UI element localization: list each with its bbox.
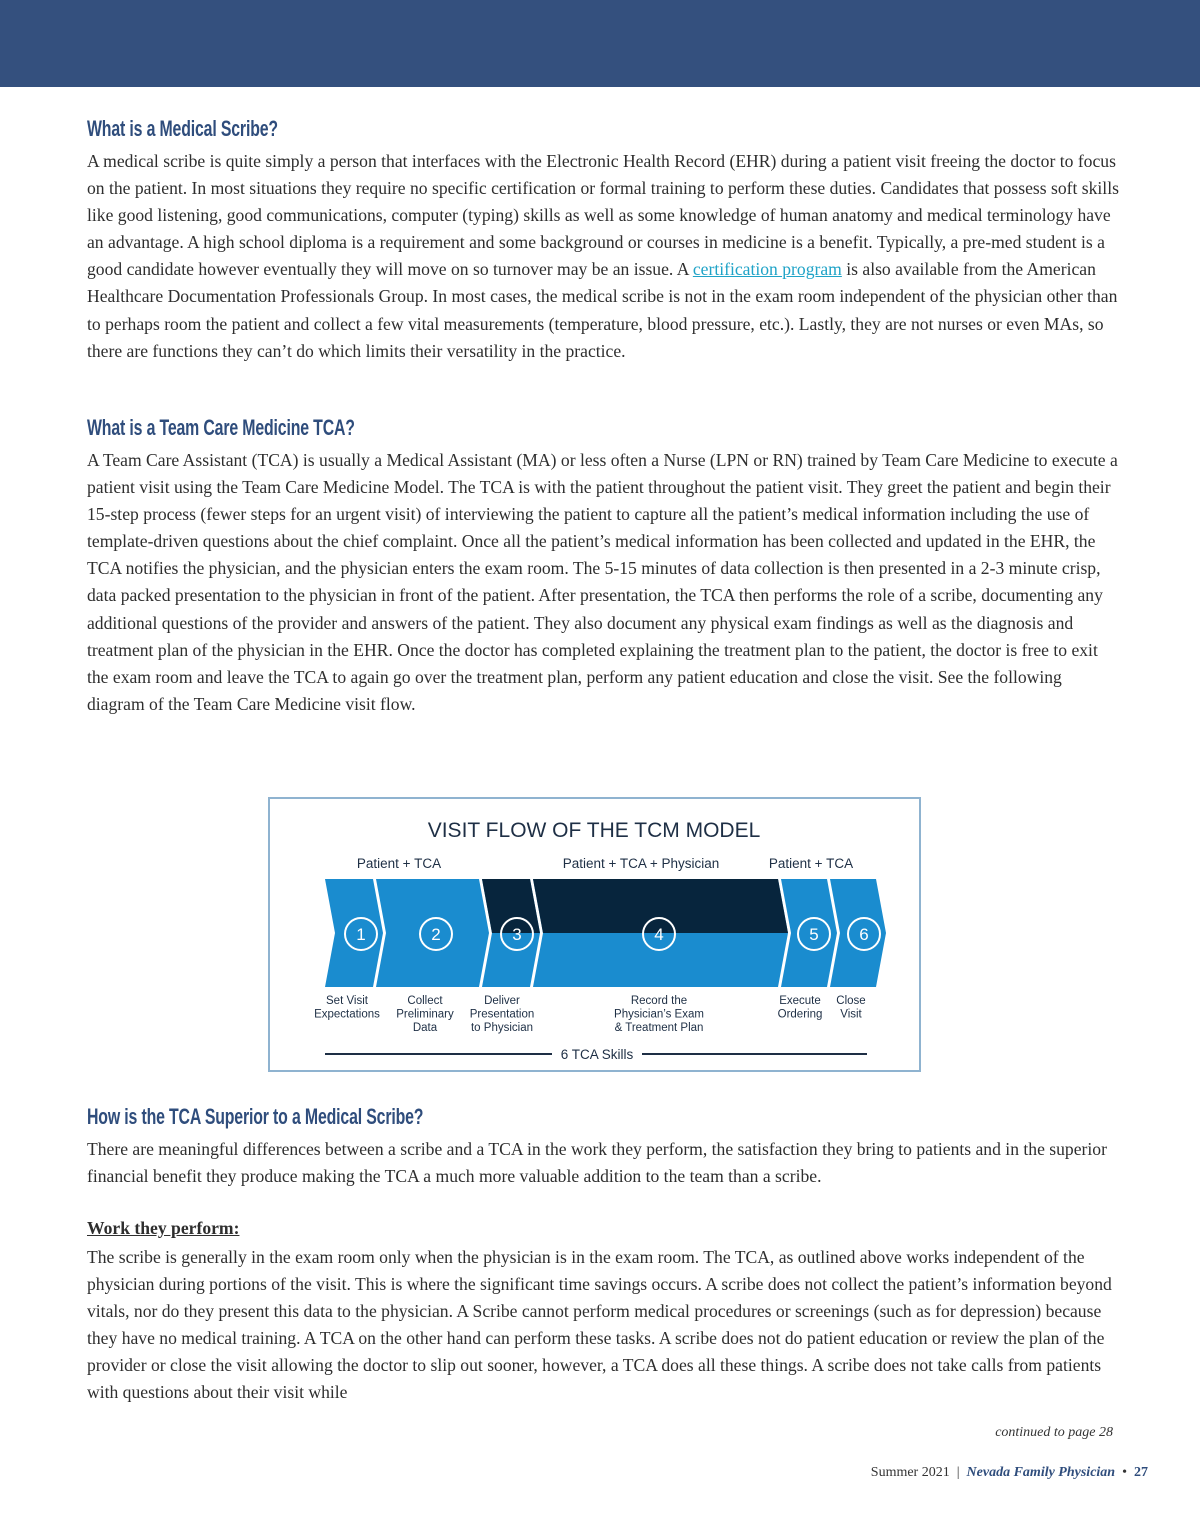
step-2-label bbox=[396, 995, 454, 1034]
group-label-patient-tca-physician: Patient + TCA + Physician bbox=[562, 856, 720, 871]
footer-season: Summer 2021 bbox=[870, 1465, 950, 1480]
step-label-line: Visit bbox=[840, 1008, 862, 1021]
step-1-label bbox=[314, 995, 380, 1021]
step-number: 3 bbox=[512, 925, 522, 944]
step-label-line: Record the bbox=[630, 995, 688, 1007]
step-label-line: & Treatment Plan bbox=[614, 1022, 704, 1034]
step-number: 5 bbox=[809, 925, 819, 944]
section-heading-medical-scribe: What is a Medical Scribe? bbox=[87, 116, 278, 141]
footer-bullet: • bbox=[1122, 1465, 1127, 1480]
step-label-line: Expectations bbox=[314, 1008, 380, 1021]
certification-program-link[interactable]: certification program bbox=[692, 259, 842, 280]
paragraph-text: A medical scribe is quite simply a person that interfaces with the Electronic Health Record (EHR) during a patient visit freeing the doctor to focus on the patient. In most situations they require no specific certification or formal training to perform these duties. Candidates that possess soft skills like good listening, good communications, computer (typing) skills as well as some knowledge of human anatomy and medical terminology have an advantage. A high school diploma is a requirement and some background or courses in medicine is a benefit. Typically, a pre-med student is a good candidate however eventually they will move on so turnover may be an issue. A bbox=[87, 151, 1119, 280]
step-label-line: Execute bbox=[779, 995, 821, 1007]
chevron-step-6 bbox=[830, 879, 886, 987]
footer-page-number: 27 bbox=[1134, 1465, 1148, 1480]
group-label-patient-tca-end: Patient + TCA bbox=[768, 856, 854, 871]
step-number: 4 bbox=[654, 925, 664, 944]
step-label-line: Ordering bbox=[777, 1008, 823, 1021]
paragraph-text: is also available from the American Healthcare Documentation Professionals Group. In most cases, the medical scribe is not in the exam room independent of the physician other than to perhaps room the patient and collect a few vital measurements (temperature, blood pressure, etc.). Lastly, they are not nurses or even MAs, so there are functions they can’t do which limits their versatility in the practice. bbox=[87, 259, 1118, 361]
footer-journal-name: Nevada Family Physician bbox=[966, 1465, 1116, 1480]
paragraph-tca: A Team Care Assistant (TCA) is usually a Medical Assistant (MA) or less often a Nurse (LPN or RN) trained by Team Care Medicine to execute a patient visit using the Team Care Medicine Model. The TCA is with the patient throughout the patient visit. They greet the patient and begin their 15-step process (fewer steps for an urgent visit) of interviewing the patient to capture all the patient’s medical information including the use of template-driven questions about the chief complaint. Once all the patient’s medical information has been collected and updated in the EHR, the TCA notifies the physician, and the physician enters the exam room. The 5-15 minutes of data collection is then presented in a 2-3 minute crisp, data packed presentation to the physician in front of the patient. After presentation, the TCA then performs the role of a scribe, documenting any additional questions of the provider and answers of the patient. They also document any physical exam findings as well as the diagnosis and treatment plan of the physician in the EHR. Once the doctor has completed explaining the treatment plan to the patient, the doctor is free to exit the exam room and leave the TCA to again go over the treatment plan, perform any patient education and close the visit. See the following diagram of the Team Care Medicine visit flow. bbox=[87, 450, 1118, 714]
step-label-line: Close bbox=[836, 995, 866, 1007]
step-number: 1 bbox=[356, 925, 366, 944]
page-footer bbox=[871, 1465, 1148, 1481]
paragraph-work-they-perform: The scribe is generally in the exam room only when the physician is in the exam room. The TCA, as outlined above works independent of the physician during portions of the visit. This is where the significant time savings occurs. A scribe does not collect the patient’s information beyond vitals, nor do they present this data to the physician. A Scribe cannot perform medical procedures or screenings (such as for depression) because they have no medical training. A TCA on the other hand can perform these tasks. A scribe does not do patient education or review the plan of the provider or close the visit allowing the doctor to slip out sooner, however, a TCA does all these things. A scribe does not take calls from patients with questions about their visit while bbox=[87, 1247, 1112, 1403]
step-6-label bbox=[836, 995, 865, 1021]
footer-separator: | bbox=[956, 1465, 960, 1480]
step-label-line: Physician’s Exam bbox=[614, 1008, 704, 1021]
subheading-work-they-perform: Work they perform: bbox=[87, 1218, 240, 1238]
paragraph-superior: There are meaningful differences between a scribe and a TCA in the work they perform, the satisfaction they bring to patients and in the superior financial benefit they produce making the TCA a much more valuable addition to the team than a scribe. bbox=[87, 1139, 1107, 1187]
step-3-label bbox=[470, 995, 535, 1034]
group-label-patient-tca: Patient + TCA bbox=[356, 856, 442, 871]
header-band bbox=[0, 0, 1200, 87]
skills-label: 6 TCA Skills bbox=[560, 1047, 634, 1062]
chevron-step-1 bbox=[325, 879, 383, 987]
paragraph-medical-scribe bbox=[87, 148, 1122, 365]
step-label-line: Preliminary bbox=[396, 1008, 454, 1021]
continued-note: continued to page 28 bbox=[995, 1425, 1113, 1440]
step-5-label bbox=[778, 995, 823, 1021]
step-label-line: Data bbox=[412, 1022, 438, 1034]
step-label-line: to Physician bbox=[470, 1022, 534, 1034]
step-label-line: Deliver bbox=[484, 995, 520, 1007]
diagram-title: VISIT FLOW OF THE TCM MODEL bbox=[427, 819, 761, 842]
section-heading-tca: What is a Team Care Medicine TCA? bbox=[87, 415, 355, 440]
visit-flow-diagram bbox=[268, 797, 921, 1072]
section-heading-superior: How is the TCA Superior to a Medical Scribe? bbox=[87, 1104, 424, 1129]
step-number: 6 bbox=[859, 925, 869, 944]
step-number: 2 bbox=[431, 925, 441, 944]
step-label-line: Collect bbox=[407, 995, 443, 1007]
step-label-line: Presentation bbox=[469, 1008, 535, 1021]
step-4-label bbox=[614, 995, 704, 1034]
step-label-line: Set Visit bbox=[326, 995, 368, 1007]
